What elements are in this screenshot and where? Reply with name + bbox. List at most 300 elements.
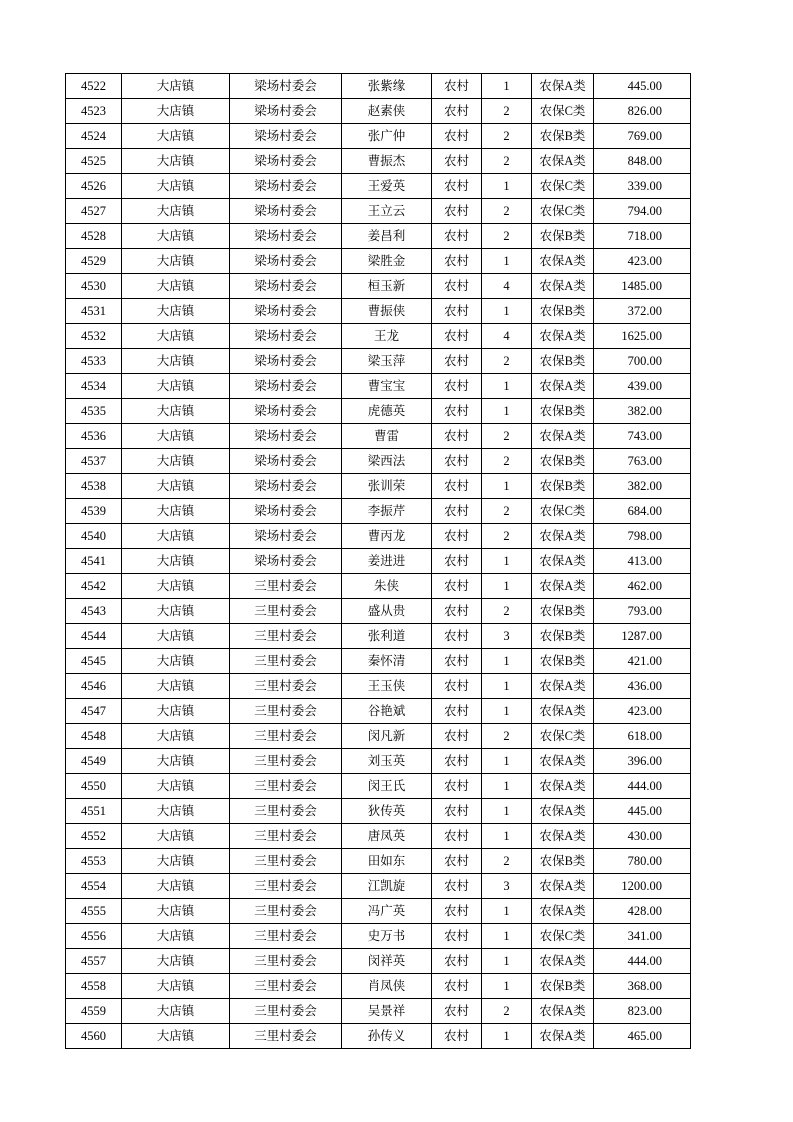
village-committee-cell: 梁场村委会 bbox=[230, 124, 342, 149]
insurance-category-cell: 农保B类 bbox=[532, 449, 594, 474]
household-type-cell: 农村 bbox=[432, 724, 482, 749]
person-count-cell: 1 bbox=[482, 249, 532, 274]
town-cell: 大店镇 bbox=[122, 874, 230, 899]
name-cell: 张利道 bbox=[342, 624, 432, 649]
row-number-cell: 4557 bbox=[66, 949, 122, 974]
amount-cell: 793.00 bbox=[594, 599, 691, 624]
household-type-cell: 农村 bbox=[432, 574, 482, 599]
table-row bbox=[66, 949, 691, 974]
insurance-category-cell: 农保A类 bbox=[532, 74, 594, 99]
row-number-cell: 4544 bbox=[66, 624, 122, 649]
town-cell: 大店镇 bbox=[122, 724, 230, 749]
row-number-cell: 4525 bbox=[66, 149, 122, 174]
village-committee-cell: 梁场村委会 bbox=[230, 374, 342, 399]
insurance-category-cell: 农保A类 bbox=[532, 874, 594, 899]
name-cell: 张紫缘 bbox=[342, 74, 432, 99]
village-committee-cell: 三里村委会 bbox=[230, 974, 342, 999]
table-row bbox=[66, 849, 691, 874]
name-cell: 张广仲 bbox=[342, 124, 432, 149]
insurance-category-cell: 农保C类 bbox=[532, 99, 594, 124]
person-count-cell: 2 bbox=[482, 524, 532, 549]
insurance-category-cell: 农保A类 bbox=[532, 699, 594, 724]
person-count-cell: 2 bbox=[482, 499, 532, 524]
household-type-cell: 农村 bbox=[432, 499, 482, 524]
insurance-category-cell: 农保C类 bbox=[532, 199, 594, 224]
row-number-cell: 4534 bbox=[66, 374, 122, 399]
household-type-cell: 农村 bbox=[432, 174, 482, 199]
town-cell: 大店镇 bbox=[122, 949, 230, 974]
person-count-cell: 1 bbox=[482, 674, 532, 699]
amount-cell: 798.00 bbox=[594, 524, 691, 549]
table-row bbox=[66, 924, 691, 949]
name-cell: 肖凤侠 bbox=[342, 974, 432, 999]
village-committee-cell: 三里村委会 bbox=[230, 724, 342, 749]
name-cell: 王龙 bbox=[342, 324, 432, 349]
row-number-cell: 4529 bbox=[66, 249, 122, 274]
amount-cell: 1287.00 bbox=[594, 624, 691, 649]
amount-cell: 423.00 bbox=[594, 699, 691, 724]
amount-cell: 462.00 bbox=[594, 574, 691, 599]
insurance-category-cell: 农保A类 bbox=[532, 999, 594, 1024]
table-row bbox=[66, 74, 691, 99]
amount-cell: 382.00 bbox=[594, 474, 691, 499]
person-count-cell: 1 bbox=[482, 474, 532, 499]
village-committee-cell: 梁场村委会 bbox=[230, 249, 342, 274]
name-cell: 王玉侠 bbox=[342, 674, 432, 699]
household-type-cell: 农村 bbox=[432, 74, 482, 99]
name-cell: 曹宝宝 bbox=[342, 374, 432, 399]
insurance-category-cell: 农保C类 bbox=[532, 924, 594, 949]
row-number-cell: 4533 bbox=[66, 349, 122, 374]
person-count-cell: 2 bbox=[482, 849, 532, 874]
village-committee-cell: 三里村委会 bbox=[230, 924, 342, 949]
amount-cell: 382.00 bbox=[594, 399, 691, 424]
row-number-cell: 4531 bbox=[66, 299, 122, 324]
table-row bbox=[66, 449, 691, 474]
row-number-cell: 4535 bbox=[66, 399, 122, 424]
town-cell: 大店镇 bbox=[122, 149, 230, 174]
insurance-category-cell: 农保A类 bbox=[532, 674, 594, 699]
amount-cell: 769.00 bbox=[594, 124, 691, 149]
insurance-category-cell: 农保A类 bbox=[532, 749, 594, 774]
row-number-cell: 4546 bbox=[66, 674, 122, 699]
amount-cell: 1200.00 bbox=[594, 874, 691, 899]
town-cell: 大店镇 bbox=[122, 424, 230, 449]
household-type-cell: 农村 bbox=[432, 924, 482, 949]
town-cell: 大店镇 bbox=[122, 1024, 230, 1049]
row-number-cell: 4553 bbox=[66, 849, 122, 874]
insurance-category-cell: 农保A类 bbox=[532, 524, 594, 549]
household-type-cell: 农村 bbox=[432, 749, 482, 774]
row-number-cell: 4532 bbox=[66, 324, 122, 349]
row-number-cell: 4551 bbox=[66, 799, 122, 824]
village-committee-cell: 三里村委会 bbox=[230, 949, 342, 974]
table-row bbox=[66, 624, 691, 649]
table-row bbox=[66, 349, 691, 374]
amount-cell: 445.00 bbox=[594, 74, 691, 99]
village-committee-cell: 三里村委会 bbox=[230, 874, 342, 899]
amount-cell: 823.00 bbox=[594, 999, 691, 1024]
village-committee-cell: 梁场村委会 bbox=[230, 549, 342, 574]
person-count-cell: 4 bbox=[482, 324, 532, 349]
household-type-cell: 农村 bbox=[432, 99, 482, 124]
insurance-category-cell: 农保C类 bbox=[532, 724, 594, 749]
town-cell: 大店镇 bbox=[122, 649, 230, 674]
person-count-cell: 1 bbox=[482, 799, 532, 824]
person-count-cell: 2 bbox=[482, 224, 532, 249]
name-cell: 曹雷 bbox=[342, 424, 432, 449]
village-committee-cell: 梁场村委会 bbox=[230, 324, 342, 349]
table-row bbox=[66, 124, 691, 149]
town-cell: 大店镇 bbox=[122, 124, 230, 149]
row-number-cell: 4555 bbox=[66, 899, 122, 924]
person-count-cell: 2 bbox=[482, 424, 532, 449]
village-committee-cell: 梁场村委会 bbox=[230, 224, 342, 249]
row-number-cell: 4524 bbox=[66, 124, 122, 149]
town-cell: 大店镇 bbox=[122, 274, 230, 299]
name-cell: 张训荣 bbox=[342, 474, 432, 499]
table-row bbox=[66, 299, 691, 324]
town-cell: 大店镇 bbox=[122, 624, 230, 649]
village-committee-cell: 梁场村委会 bbox=[230, 474, 342, 499]
table-row bbox=[66, 599, 691, 624]
village-committee-cell: 三里村委会 bbox=[230, 774, 342, 799]
household-type-cell: 农村 bbox=[432, 299, 482, 324]
insurance-category-cell: 农保A类 bbox=[532, 1024, 594, 1049]
amount-cell: 444.00 bbox=[594, 949, 691, 974]
table-body bbox=[66, 74, 691, 1049]
person-count-cell: 1 bbox=[482, 924, 532, 949]
village-committee-cell: 梁场村委会 bbox=[230, 174, 342, 199]
household-type-cell: 农村 bbox=[432, 124, 482, 149]
village-committee-cell: 三里村委会 bbox=[230, 899, 342, 924]
table-row bbox=[66, 199, 691, 224]
household-type-cell: 农村 bbox=[432, 999, 482, 1024]
person-count-cell: 3 bbox=[482, 624, 532, 649]
town-cell: 大店镇 bbox=[122, 799, 230, 824]
insurance-category-cell: 农保B类 bbox=[532, 599, 594, 624]
row-number-cell: 4540 bbox=[66, 524, 122, 549]
row-number-cell: 4548 bbox=[66, 724, 122, 749]
table-row bbox=[66, 749, 691, 774]
person-count-cell: 1 bbox=[482, 949, 532, 974]
name-cell: 田如东 bbox=[342, 849, 432, 874]
table-row bbox=[66, 374, 691, 399]
person-count-cell: 2 bbox=[482, 599, 532, 624]
row-number-cell: 4536 bbox=[66, 424, 122, 449]
table-row bbox=[66, 499, 691, 524]
table-row bbox=[66, 324, 691, 349]
household-type-cell: 农村 bbox=[432, 599, 482, 624]
household-type-cell: 农村 bbox=[432, 274, 482, 299]
row-number-cell: 4559 bbox=[66, 999, 122, 1024]
name-cell: 闵祥英 bbox=[342, 949, 432, 974]
village-committee-cell: 三里村委会 bbox=[230, 749, 342, 774]
person-count-cell: 1 bbox=[482, 824, 532, 849]
table-row bbox=[66, 699, 691, 724]
name-cell: 孙传义 bbox=[342, 1024, 432, 1049]
household-type-cell: 农村 bbox=[432, 424, 482, 449]
village-committee-cell: 梁场村委会 bbox=[230, 449, 342, 474]
person-count-cell: 1 bbox=[482, 74, 532, 99]
insurance-category-cell: 农保A类 bbox=[532, 774, 594, 799]
table-row bbox=[66, 799, 691, 824]
village-committee-cell: 梁场村委会 bbox=[230, 349, 342, 374]
table-row bbox=[66, 724, 691, 749]
row-number-cell: 4554 bbox=[66, 874, 122, 899]
name-cell: 冯广英 bbox=[342, 899, 432, 924]
amount-cell: 618.00 bbox=[594, 724, 691, 749]
person-count-cell: 2 bbox=[482, 124, 532, 149]
town-cell: 大店镇 bbox=[122, 599, 230, 624]
amount-cell: 1625.00 bbox=[594, 324, 691, 349]
insurance-category-cell: 农保A类 bbox=[532, 824, 594, 849]
table-row bbox=[66, 824, 691, 849]
village-committee-cell: 梁场村委会 bbox=[230, 299, 342, 324]
insurance-category-cell: 农保A类 bbox=[532, 549, 594, 574]
town-cell: 大店镇 bbox=[122, 349, 230, 374]
table-row bbox=[66, 399, 691, 424]
amount-cell: 445.00 bbox=[594, 799, 691, 824]
town-cell: 大店镇 bbox=[122, 849, 230, 874]
amount-cell: 428.00 bbox=[594, 899, 691, 924]
amount-cell: 341.00 bbox=[594, 924, 691, 949]
table-row bbox=[66, 774, 691, 799]
name-cell: 曹振侠 bbox=[342, 299, 432, 324]
table-row bbox=[66, 549, 691, 574]
insurance-payment-table bbox=[65, 73, 691, 1049]
insurance-category-cell: 农保A类 bbox=[532, 249, 594, 274]
town-cell: 大店镇 bbox=[122, 524, 230, 549]
amount-cell: 848.00 bbox=[594, 149, 691, 174]
town-cell: 大店镇 bbox=[122, 974, 230, 999]
row-number-cell: 4523 bbox=[66, 99, 122, 124]
person-count-cell: 1 bbox=[482, 1024, 532, 1049]
amount-cell: 743.00 bbox=[594, 424, 691, 449]
household-type-cell: 农村 bbox=[432, 224, 482, 249]
insurance-category-cell: 农保B类 bbox=[532, 624, 594, 649]
name-cell: 梁西法 bbox=[342, 449, 432, 474]
village-committee-cell: 三里村委会 bbox=[230, 699, 342, 724]
insurance-category-cell: 农保B类 bbox=[532, 649, 594, 674]
table-row bbox=[66, 999, 691, 1024]
village-committee-cell: 三里村委会 bbox=[230, 849, 342, 874]
person-count-cell: 1 bbox=[482, 549, 532, 574]
table-row bbox=[66, 974, 691, 999]
town-cell: 大店镇 bbox=[122, 774, 230, 799]
person-count-cell: 1 bbox=[482, 749, 532, 774]
table-row bbox=[66, 874, 691, 899]
table-row bbox=[66, 674, 691, 699]
town-cell: 大店镇 bbox=[122, 199, 230, 224]
town-cell: 大店镇 bbox=[122, 499, 230, 524]
village-committee-cell: 梁场村委会 bbox=[230, 99, 342, 124]
row-number-cell: 4527 bbox=[66, 199, 122, 224]
person-count-cell: 1 bbox=[482, 574, 532, 599]
name-cell: 唐凤英 bbox=[342, 824, 432, 849]
insurance-category-cell: 农保B类 bbox=[532, 474, 594, 499]
row-number-cell: 4530 bbox=[66, 274, 122, 299]
name-cell: 曹丙龙 bbox=[342, 524, 432, 549]
amount-cell: 780.00 bbox=[594, 849, 691, 874]
name-cell: 盛从贵 bbox=[342, 599, 432, 624]
row-number-cell: 4549 bbox=[66, 749, 122, 774]
name-cell: 梁玉萍 bbox=[342, 349, 432, 374]
amount-cell: 396.00 bbox=[594, 749, 691, 774]
name-cell: 秦怀清 bbox=[342, 649, 432, 674]
name-cell: 李振芹 bbox=[342, 499, 432, 524]
town-cell: 大店镇 bbox=[122, 699, 230, 724]
household-type-cell: 农村 bbox=[432, 874, 482, 899]
insurance-category-cell: 农保B类 bbox=[532, 299, 594, 324]
insurance-category-cell: 农保C类 bbox=[532, 499, 594, 524]
amount-cell: 444.00 bbox=[594, 774, 691, 799]
person-count-cell: 1 bbox=[482, 374, 532, 399]
amount-cell: 439.00 bbox=[594, 374, 691, 399]
name-cell: 闵王氏 bbox=[342, 774, 432, 799]
table-row bbox=[66, 224, 691, 249]
person-count-cell: 1 bbox=[482, 399, 532, 424]
insurance-category-cell: 农保C类 bbox=[532, 174, 594, 199]
name-cell: 江凯旋 bbox=[342, 874, 432, 899]
amount-cell: 684.00 bbox=[594, 499, 691, 524]
household-type-cell: 农村 bbox=[432, 824, 482, 849]
town-cell: 大店镇 bbox=[122, 224, 230, 249]
town-cell: 大店镇 bbox=[122, 899, 230, 924]
person-count-cell: 1 bbox=[482, 174, 532, 199]
household-type-cell: 农村 bbox=[432, 1024, 482, 1049]
household-type-cell: 农村 bbox=[432, 324, 482, 349]
household-type-cell: 农村 bbox=[432, 449, 482, 474]
table-row bbox=[66, 174, 691, 199]
amount-cell: 430.00 bbox=[594, 824, 691, 849]
row-number-cell: 4542 bbox=[66, 574, 122, 599]
person-count-cell: 2 bbox=[482, 149, 532, 174]
town-cell: 大店镇 bbox=[122, 299, 230, 324]
insurance-category-cell: 农保B类 bbox=[532, 124, 594, 149]
household-type-cell: 农村 bbox=[432, 624, 482, 649]
table-row bbox=[66, 424, 691, 449]
town-cell: 大店镇 bbox=[122, 999, 230, 1024]
insurance-category-cell: 农保A类 bbox=[532, 324, 594, 349]
town-cell: 大店镇 bbox=[122, 74, 230, 99]
amount-cell: 1485.00 bbox=[594, 274, 691, 299]
name-cell: 曹振杰 bbox=[342, 149, 432, 174]
table-row bbox=[66, 249, 691, 274]
town-cell: 大店镇 bbox=[122, 399, 230, 424]
person-count-cell: 1 bbox=[482, 299, 532, 324]
amount-cell: 423.00 bbox=[594, 249, 691, 274]
amount-cell: 826.00 bbox=[594, 99, 691, 124]
town-cell: 大店镇 bbox=[122, 924, 230, 949]
name-cell: 姜进进 bbox=[342, 549, 432, 574]
town-cell: 大店镇 bbox=[122, 324, 230, 349]
amount-cell: 700.00 bbox=[594, 349, 691, 374]
household-type-cell: 农村 bbox=[432, 649, 482, 674]
person-count-cell: 3 bbox=[482, 874, 532, 899]
village-committee-cell: 梁场村委会 bbox=[230, 399, 342, 424]
row-number-cell: 4541 bbox=[66, 549, 122, 574]
person-count-cell: 2 bbox=[482, 999, 532, 1024]
person-count-cell: 2 bbox=[482, 449, 532, 474]
town-cell: 大店镇 bbox=[122, 449, 230, 474]
row-number-cell: 4550 bbox=[66, 774, 122, 799]
name-cell: 王爱英 bbox=[342, 174, 432, 199]
household-type-cell: 农村 bbox=[432, 399, 482, 424]
insurance-category-cell: 农保A类 bbox=[532, 574, 594, 599]
table-row bbox=[66, 899, 691, 924]
amount-cell: 372.00 bbox=[594, 299, 691, 324]
table-row bbox=[66, 574, 691, 599]
village-committee-cell: 三里村委会 bbox=[230, 649, 342, 674]
amount-cell: 436.00 bbox=[594, 674, 691, 699]
name-cell: 闵凡新 bbox=[342, 724, 432, 749]
insurance-category-cell: 农保B类 bbox=[532, 349, 594, 374]
name-cell: 梁胜金 bbox=[342, 249, 432, 274]
person-count-cell: 4 bbox=[482, 274, 532, 299]
name-cell: 朱侠 bbox=[342, 574, 432, 599]
town-cell: 大店镇 bbox=[122, 99, 230, 124]
amount-cell: 763.00 bbox=[594, 449, 691, 474]
insurance-category-cell: 农保B类 bbox=[532, 849, 594, 874]
village-committee-cell: 三里村委会 bbox=[230, 1024, 342, 1049]
person-count-cell: 1 bbox=[482, 774, 532, 799]
amount-cell: 421.00 bbox=[594, 649, 691, 674]
insurance-category-cell: 农保A类 bbox=[532, 374, 594, 399]
name-cell: 桓玉新 bbox=[342, 274, 432, 299]
household-type-cell: 农村 bbox=[432, 799, 482, 824]
name-cell: 姜昌利 bbox=[342, 224, 432, 249]
table-row bbox=[66, 99, 691, 124]
row-number-cell: 4537 bbox=[66, 449, 122, 474]
row-number-cell: 4556 bbox=[66, 924, 122, 949]
household-type-cell: 农村 bbox=[432, 349, 482, 374]
person-count-cell: 1 bbox=[482, 974, 532, 999]
row-number-cell: 4538 bbox=[66, 474, 122, 499]
name-cell: 虎德英 bbox=[342, 399, 432, 424]
amount-cell: 413.00 bbox=[594, 549, 691, 574]
town-cell: 大店镇 bbox=[122, 374, 230, 399]
name-cell: 史万书 bbox=[342, 924, 432, 949]
row-number-cell: 4558 bbox=[66, 974, 122, 999]
row-number-cell: 4552 bbox=[66, 824, 122, 849]
village-committee-cell: 三里村委会 bbox=[230, 824, 342, 849]
village-committee-cell: 梁场村委会 bbox=[230, 149, 342, 174]
table-row bbox=[66, 149, 691, 174]
name-cell: 谷艳斌 bbox=[342, 699, 432, 724]
name-cell: 吴景祥 bbox=[342, 999, 432, 1024]
town-cell: 大店镇 bbox=[122, 824, 230, 849]
row-number-cell: 4560 bbox=[66, 1024, 122, 1049]
amount-cell: 465.00 bbox=[594, 1024, 691, 1049]
name-cell: 王立云 bbox=[342, 199, 432, 224]
table-row bbox=[66, 524, 691, 549]
town-cell: 大店镇 bbox=[122, 674, 230, 699]
household-type-cell: 农村 bbox=[432, 974, 482, 999]
insurance-category-cell: 农保B类 bbox=[532, 399, 594, 424]
household-type-cell: 农村 bbox=[432, 374, 482, 399]
town-cell: 大店镇 bbox=[122, 249, 230, 274]
village-committee-cell: 三里村委会 bbox=[230, 624, 342, 649]
village-committee-cell: 三里村委会 bbox=[230, 799, 342, 824]
name-cell: 狄传英 bbox=[342, 799, 432, 824]
household-type-cell: 农村 bbox=[432, 149, 482, 174]
person-count-cell: 2 bbox=[482, 349, 532, 374]
village-committee-cell: 梁场村委会 bbox=[230, 199, 342, 224]
village-committee-cell: 梁场村委会 bbox=[230, 524, 342, 549]
insurance-category-cell: 农保A类 bbox=[532, 949, 594, 974]
name-cell: 赵素侠 bbox=[342, 99, 432, 124]
